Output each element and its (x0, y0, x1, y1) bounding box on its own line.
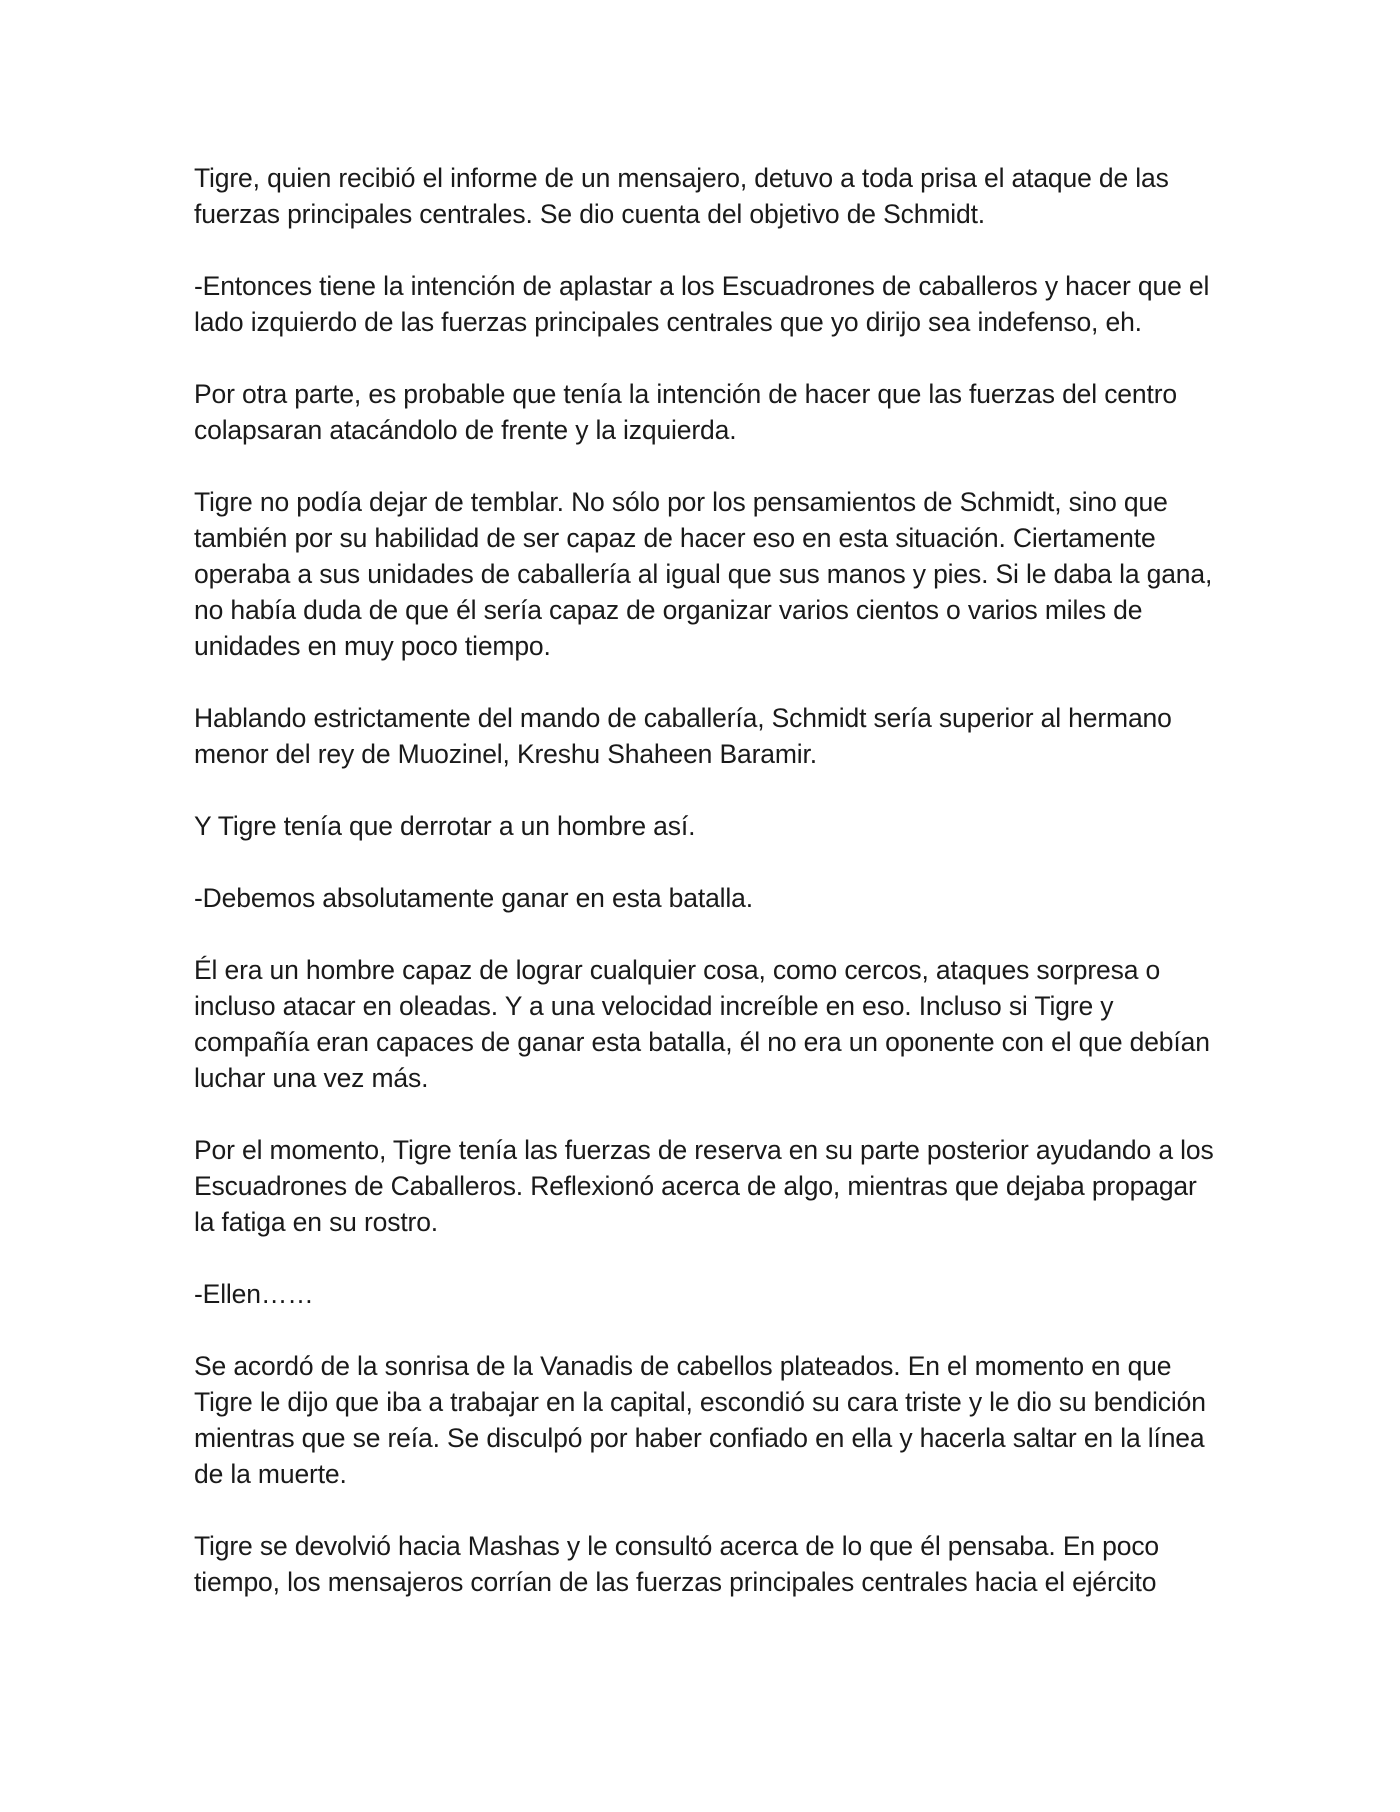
paragraph: -Entonces tiene la intención de aplastar a los Escuadrones de caballeros y hacer que el lado izquierdo de las fuerzas principales centrales que yo dirijo sea indefenso, eh. (194, 271, 1210, 337)
paragraph: Tigre no podía dejar de temblar. No sólo por los pensamientos de Schmidt, sino que también por su habilidad de ser capaz de hacer eso en esta situación. Ciertamente operaba a sus unidades de caballería al igual que sus manos y pies. Si le daba la gana, no había duda de que él sería capaz de organizar varios cientos o varios miles de unidades en muy poco tiempo. (194, 487, 1213, 661)
paragraph: Él era un hombre capaz de lograr cualquier cosa, como cercos, ataques sorpresa o incluso atacar en oleadas. Y a una velocidad increíble en eso. Incluso si Tigre y compañía eran capaces de ganar esta batalla, él no era un oponente con el que debían luchar una vez más. (194, 955, 1210, 1093)
paragraph: -Debemos absolutamente ganar en esta batalla. (194, 883, 753, 913)
paragraph: Tigre, quien recibió el informe de un mensajero, detuvo a toda prisa el ataque de las fuerzas principales centrales. Se dio cuenta del objetivo de Schmidt. (194, 163, 1169, 229)
paragraph: Tigre se devolvió hacia Mashas y le consultó acerca de lo que él pensaba. En poco tiempo, los mensajeros corrían de las fuerzas principales centrales hacia el ejército (194, 1531, 1160, 1597)
paragraph: Hablando estrictamente del mando de caballería, Schmidt sería superior al hermano menor del rey de Muozinel, Kreshu Shaheen Baramir. (194, 703, 1172, 769)
document-body (194, 160, 1214, 1636)
paragraph: Por el momento, Tigre tenía las fuerzas de reserva en su parte posterior ayudando a los Escuadrones de Caballeros. Reflexionó acerca de algo, mientras que dejaba propagar la fatiga en su rostro. (194, 1135, 1214, 1237)
paragraph: -Ellen…… (194, 1279, 314, 1309)
paragraph: Y Tigre tenía que derrotar a un hombre así. (194, 811, 696, 841)
paragraph: Por otra parte, es probable que tenía la intención de hacer que las fuerzas del centro colapsaran atacándolo de frente y la izquierda. (194, 379, 1177, 445)
paragraph: Se acordó de la sonrisa de la Vanadis de cabellos plateados. En el momento en que Tigre le dijo que iba a trabajar en la capital, escondió su cara triste y le dio su bendición mientras que se reía. Se disculpó por haber confiado en ella y hacerla saltar en la línea de la muerte. (194, 1351, 1206, 1489)
